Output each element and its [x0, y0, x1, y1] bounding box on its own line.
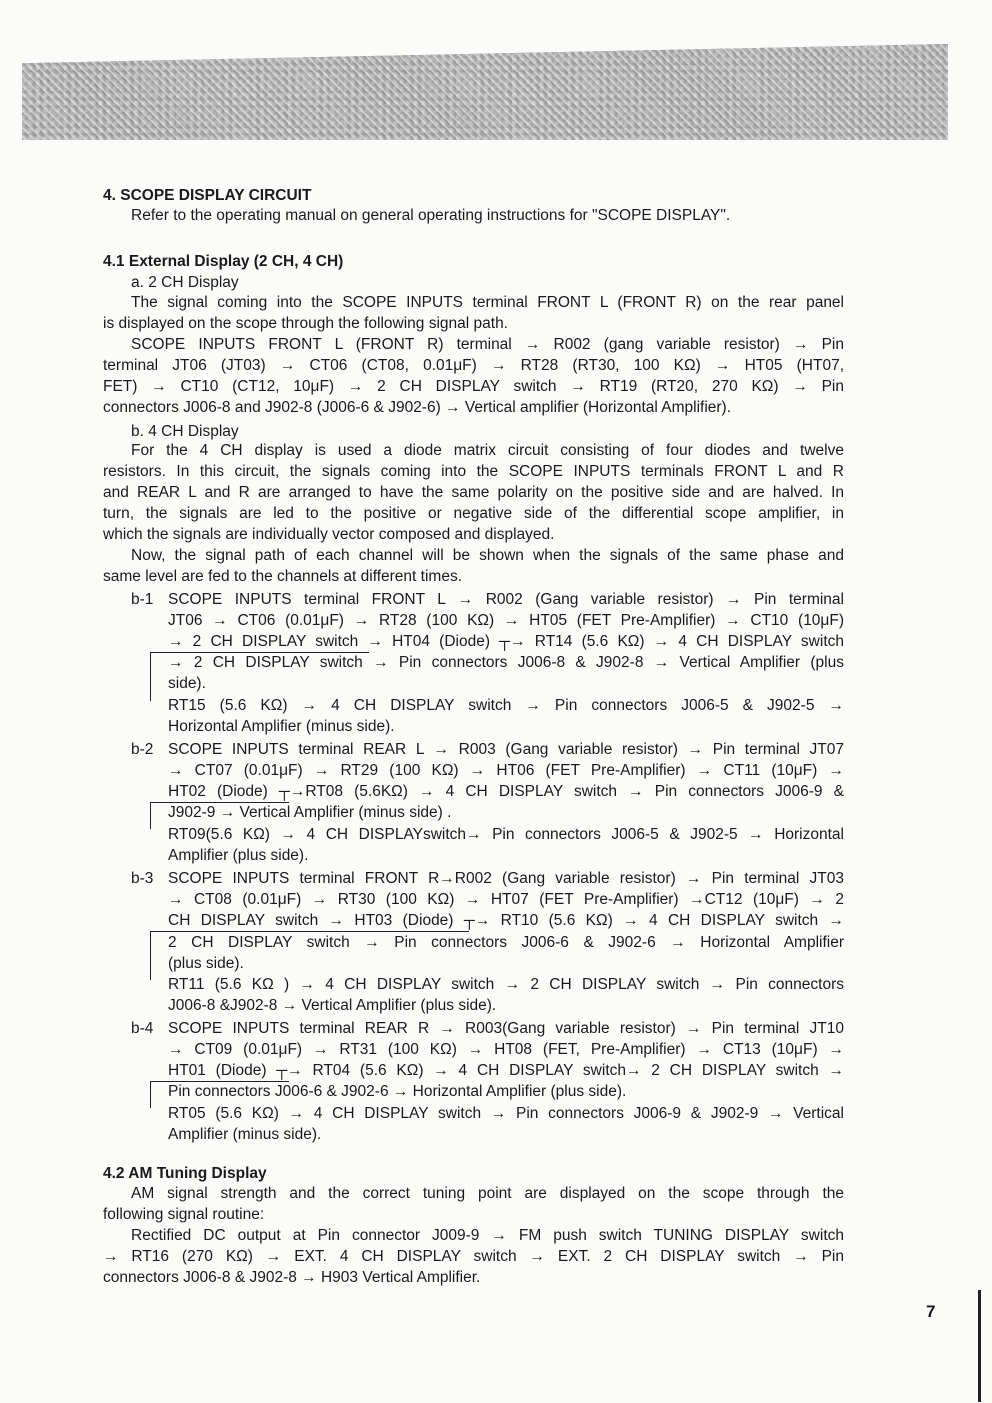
b4-line-5: RT05 (5.6 KΩ) → 4 CH DISPLAY switch → Pin connectors J006-9 & J902-9 → Vertical	[168, 1105, 844, 1122]
b4-line-1: SCOPE INPUTS terminal REAR R → R003(Gang variable resistor) → Pin terminal JT10	[168, 1020, 844, 1037]
b3-label: b-3	[131, 870, 154, 887]
section-4-heading: 4. SCOPE DISPLAY CIRCUIT	[103, 187, 312, 204]
b-p1-line-5: which the signals are individually vector composed and displayed.	[103, 526, 555, 543]
b2-line-2: → CT07 (0.01μF) → RT29 (100 KΩ) → HT06 (FET Pre-Amplifier) → CT11 (10μF) →	[168, 762, 844, 779]
b4-line-6: Amplifier (minus side).	[168, 1126, 322, 1143]
b4-label: b-4	[131, 1020, 154, 1037]
b-p1-line-4: turn, the signals are led to the positive or negative side of the differential scope amplifier, in	[103, 505, 844, 522]
subsection-b-label: b. 4 CH Display	[131, 423, 239, 440]
b-p1-line-3: and REAR L and R are arranged to have the same polarity on the positive side and are halved. In	[103, 484, 844, 501]
s42-p2-line-3: connectors J006-8 & J902-8 → H903 Vertical Amplifier.	[103, 1269, 481, 1286]
b1-line-1: SCOPE INPUTS terminal FRONT L → R002 (Gang variable resistor) → Pin terminal	[168, 591, 844, 608]
section-4-2-heading: 4.2 AM Tuning Display	[103, 1165, 267, 1182]
b3-line-7: J006-8 &J902-8 → Vertical Amplifier (plus side).	[168, 997, 497, 1014]
b4-line-3: HT01 (Diode) ┬→ RT04 (5.6 KΩ) → 4 CH DISPLAY switch→ 2 CH DISPLAY switch →	[168, 1062, 844, 1079]
b3-line-1: SCOPE INPUTS terminal FRONT R→R002 (Gang variable resistor) → Pin terminal JT03	[168, 870, 844, 887]
b1-line-2: JT06 → CT06 (0.01μF) → RT28 (100 KΩ) → HT05 (FET Pre-Amplifier) → CT10 (10μF)	[168, 612, 844, 629]
b3-line-6: RT11 (5.6 KΩ ) → 4 CH DISPLAY switch → 2 CH DISPLAY switch → Pin connectors	[168, 976, 844, 993]
b1-line-3: → 2 CH DISPLAY switch → HT04 (Diode) ┬→ RT14 (5.6 KΩ) → 4 CH DISPLAY switch	[168, 633, 844, 650]
s42-p1-line-2: following signal routine:	[103, 1206, 265, 1223]
margin-rule	[978, 1290, 981, 1402]
a-p2-line-3: FET) → CT10 (CT12, 10μF) → 2 CH DISPLAY switch → RT19 (RT20, 270 KΩ) → Pin	[103, 378, 844, 395]
b4-line-2: → CT09 (0.01μF) → RT31 (100 KΩ) → HT08 (FET, Pre-Amplifier) → CT13 (10μF) →	[168, 1041, 844, 1058]
b1-line-7: Horizontal Amplifier (minus side).	[168, 718, 395, 735]
section-4-1-heading: 4.1 External Display (2 CH, 4 CH)	[103, 253, 344, 270]
a-p2-line-2: terminal JT06 (JT03) → CT06 (CT08, 0.01μF) → RT28 (RT30, 100 KΩ) → HT05 (HT07,	[103, 357, 844, 374]
b2-line-1: SCOPE INPUTS terminal REAR L → R003 (Gang variable resistor) → Pin terminal JT07	[168, 741, 844, 758]
b1-line-6: RT15 (5.6 KΩ) → 4 CH DISPLAY switch → Pin connectors J006-5 & J902-5 →	[168, 697, 844, 714]
b1-label: b-1	[131, 591, 154, 608]
b-p1-line-2: resistors. In this circuit, the signals coming into the SCOPE INPUTS terminals FRONT L and R	[103, 463, 844, 480]
header-band-graphic	[22, 44, 948, 140]
b3-line-4: 2 CH DISPLAY switch → Pin connectors J006-6 & J902-6 → Horizontal Amplifier	[168, 934, 844, 951]
subsection-a-label: a. 2 CH Display	[131, 274, 239, 291]
b4-line-4: Pin connectors J006-6 & J902-6 → Horizontal Amplifier (plus side).	[168, 1083, 627, 1100]
b1-line-4: → 2 CH DISPLAY switch → Pin connectors J006-8 & J902-8 → Vertical Amplifier (plus	[168, 654, 844, 671]
b2-label: b-2	[131, 741, 154, 758]
a-p1-line-2: is displayed on the scope through the following signal path.	[103, 315, 508, 332]
a-p2-line-1: SCOPE INPUTS FRONT L (FRONT R) terminal → R002 (gang variable resistor) → Pin	[131, 336, 844, 353]
b3-line-5: (plus side).	[168, 955, 244, 972]
s42-p2-line-1: Rectified DC output at Pin connector J009-9 → FM push switch TUNING DISPLAY switch	[131, 1227, 844, 1244]
a-p1-line-1: The signal coming into the SCOPE INPUTS terminal FRONT L (FRONT R) on the rear panel	[131, 294, 844, 311]
b-p2-line-2: same level are fed to the channels at different times.	[103, 568, 462, 585]
b2-line-5: RT09(5.6 KΩ) → 4 CH DISPLAYswitch→ Pin connectors J006-5 & J902-5 → Horizontal	[168, 826, 844, 843]
section-4-intro: Refer to the operating manual on general operating instructions for "SCOPE DISPLAY".	[131, 207, 731, 224]
b3-line-3: CH DISPLAY switch → HT03 (Diode) ┬→ RT10 (5.6 KΩ) → 4 CH DISPLAY switch →	[168, 912, 844, 929]
page-number: 7	[926, 1302, 936, 1321]
s42-p2-line-2: → RT16 (270 KΩ) → EXT. 4 CH DISPLAY switch → EXT. 2 CH DISPLAY switch → Pin	[103, 1248, 844, 1265]
b-p1-line-1: For the 4 CH display is used a diode matrix circuit consisting of four diodes and twelve	[131, 442, 844, 459]
b-p2-line-1: Now, the signal path of each channel will be shown when the signals of the same phase and	[131, 547, 844, 564]
b2-line-6: Amplifier (plus side).	[168, 847, 309, 864]
b3-line-2: → CT08 (0.01μF) → RT30 (100 KΩ) → HT07 (FET Pre-Amplifier) →CT12 (10μF) → 2	[168, 891, 844, 908]
a-p2-line-4: connectors J006-8 and J902-8 (J006-6 & J902-6) → Vertical amplifier (Horizontal Amplifier).	[103, 399, 732, 416]
b2-line-3: HT02 (Diode) ┬→RT08 (5.6KΩ) → 4 CH DISPLAY switch → Pin connectors J006-9 &	[168, 783, 844, 800]
b2-line-4: J902-9 → Vertical Amplifier (minus side) .	[168, 804, 452, 821]
s42-p1-line-1: AM signal strength and the correct tuning point are displayed on the scope through the	[131, 1185, 844, 1202]
b1-line-5: side).	[168, 675, 206, 692]
